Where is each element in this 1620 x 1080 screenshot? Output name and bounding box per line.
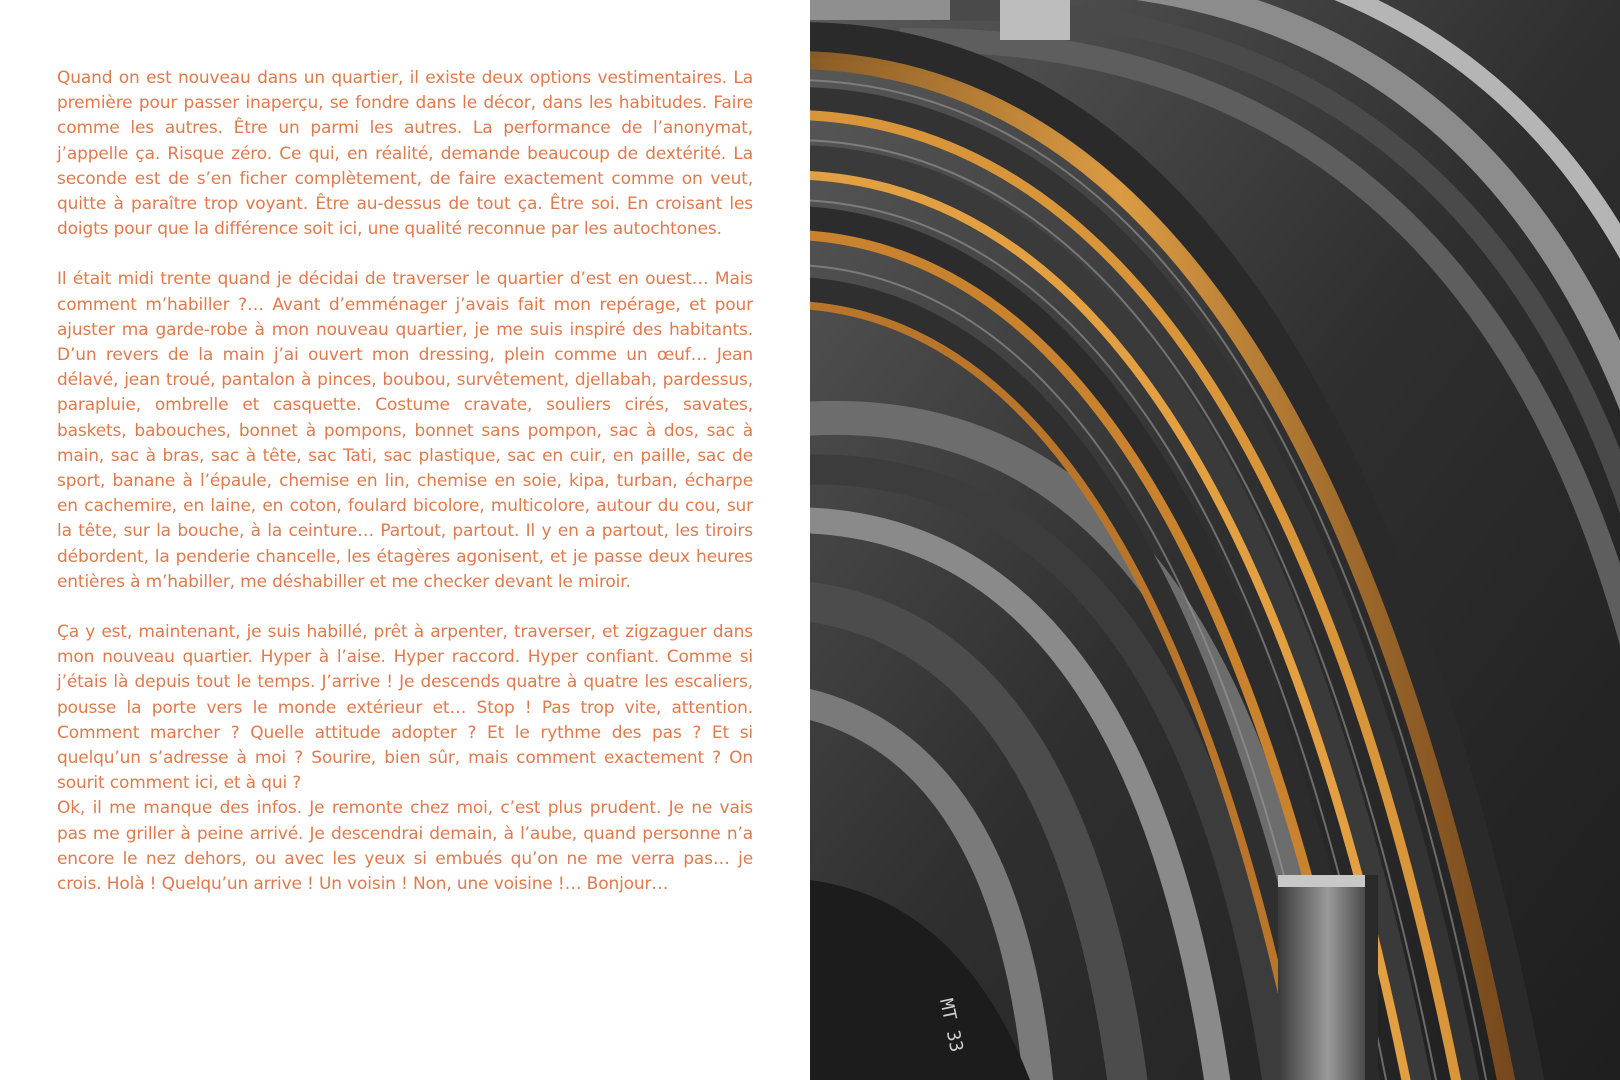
- paragraph-3: Ça y est, maintenant, je suis habillé, prêt à arpenter, traverser, et zigzaguer dans mon nouveau quartier. Hyper à l’aise. Hyper raccord. Hyper confiant. Comme si j’étais là depuis tout le temps. J’arrive ! Je descends quatre à quatre les escaliers, pousse la porte vers le monde extérieur et… Stop ! Pas trop vite, attention. Comment marcher ? Quelle attitude adopter ? Et le rythme des pas ? Et si quelqu’un s’adresse à moi ? Sourire, bien sûr, mais comment exactement ? On sourit comment ici, et à qui ?: [57, 622, 753, 794]
- paragraph-4: Ok, il me manque des infos. Je remonte chez moi, c’est plus prudent. Je ne vais pas me griller à peine arrivé. Je descendrai demain, à l’aube, quand personne n’a encore le nez dehors, ou avec les yeux si embués qu’on ne me verra pas… je crois. Holà ! Quelqu’un arrive ! Un voisin ! Non, une voisine !… Bonjour…: [57, 798, 753, 895]
- upper-post: [1000, 0, 1070, 40]
- text-column: [57, 66, 753, 897]
- steel-support-post: [1278, 875, 1378, 1080]
- steel-rails-photo: [810, 0, 1620, 1080]
- paragraph-2: Il était midi trente quand je décidai de traverser le quartier d’est en ouest… Mais comment m’habiller ?… Avant d’emménager j’avais fait mon repérage, et pour ajuster ma garde-robe à mon nouveau quartier, je me suis inspiré des habitants. D’un revers de la main j’ai ouvert mon dressing, plein comme un œuf… Jean délavé, jean troué, pantalon à pinces, boubou, survêtement, djellabah, pardessus, parapluie, ombrelle et casquette. Costume cravate, souliers cirés, savates, baskets, babouches, bonnet à pompons, bonnet sans pompon, sac à dos, sac à main, sac à bras, sac à tête, sac Tati, sac plastique, sac en cuir, en paille, sac de sport, banane à l’épaule, chemise en lin, chemise en soie, kipa, turban, écharpe en cachemire, en laine, en coton, foulard bicolore, multicolore, autour du cou, sur la tête, sur la bouche, à la ceinture… Partout, partout. Il y en a partout, les tiroirs débordent, la penderie chancelle, les étagères agonisent, et je passe deux heures entières à m’habiller, me déshabiller et me checker devant le miroir.: [57, 269, 753, 592]
- curved-steel-rails-illustration: [810, 0, 1620, 1080]
- stamp-text: MT 33: [935, 996, 967, 1055]
- upper-bar: [810, 0, 950, 20]
- paragraph-1: Quand on est nouveau dans un quartier, il existe deux options vestimentaires. La première pour passer inaperçu, se fondre dans le décor, dans les habitudes. Faire comme les autres. Être un parmi les autres. La performance de l’anonymat, j’appelle ça. Risque zéro. Ce qui, en réalité, demande beaucoup de dextérité. La seconde est de s’en ficher complètement, de faire exactement comme on veut, quitte à paraître trop voyant. Être au-dessus de tout ça. Être soi. En croisant les doigts pour que la différence soit ici, une qualité reconnue par les autochtones.: [57, 68, 753, 240]
